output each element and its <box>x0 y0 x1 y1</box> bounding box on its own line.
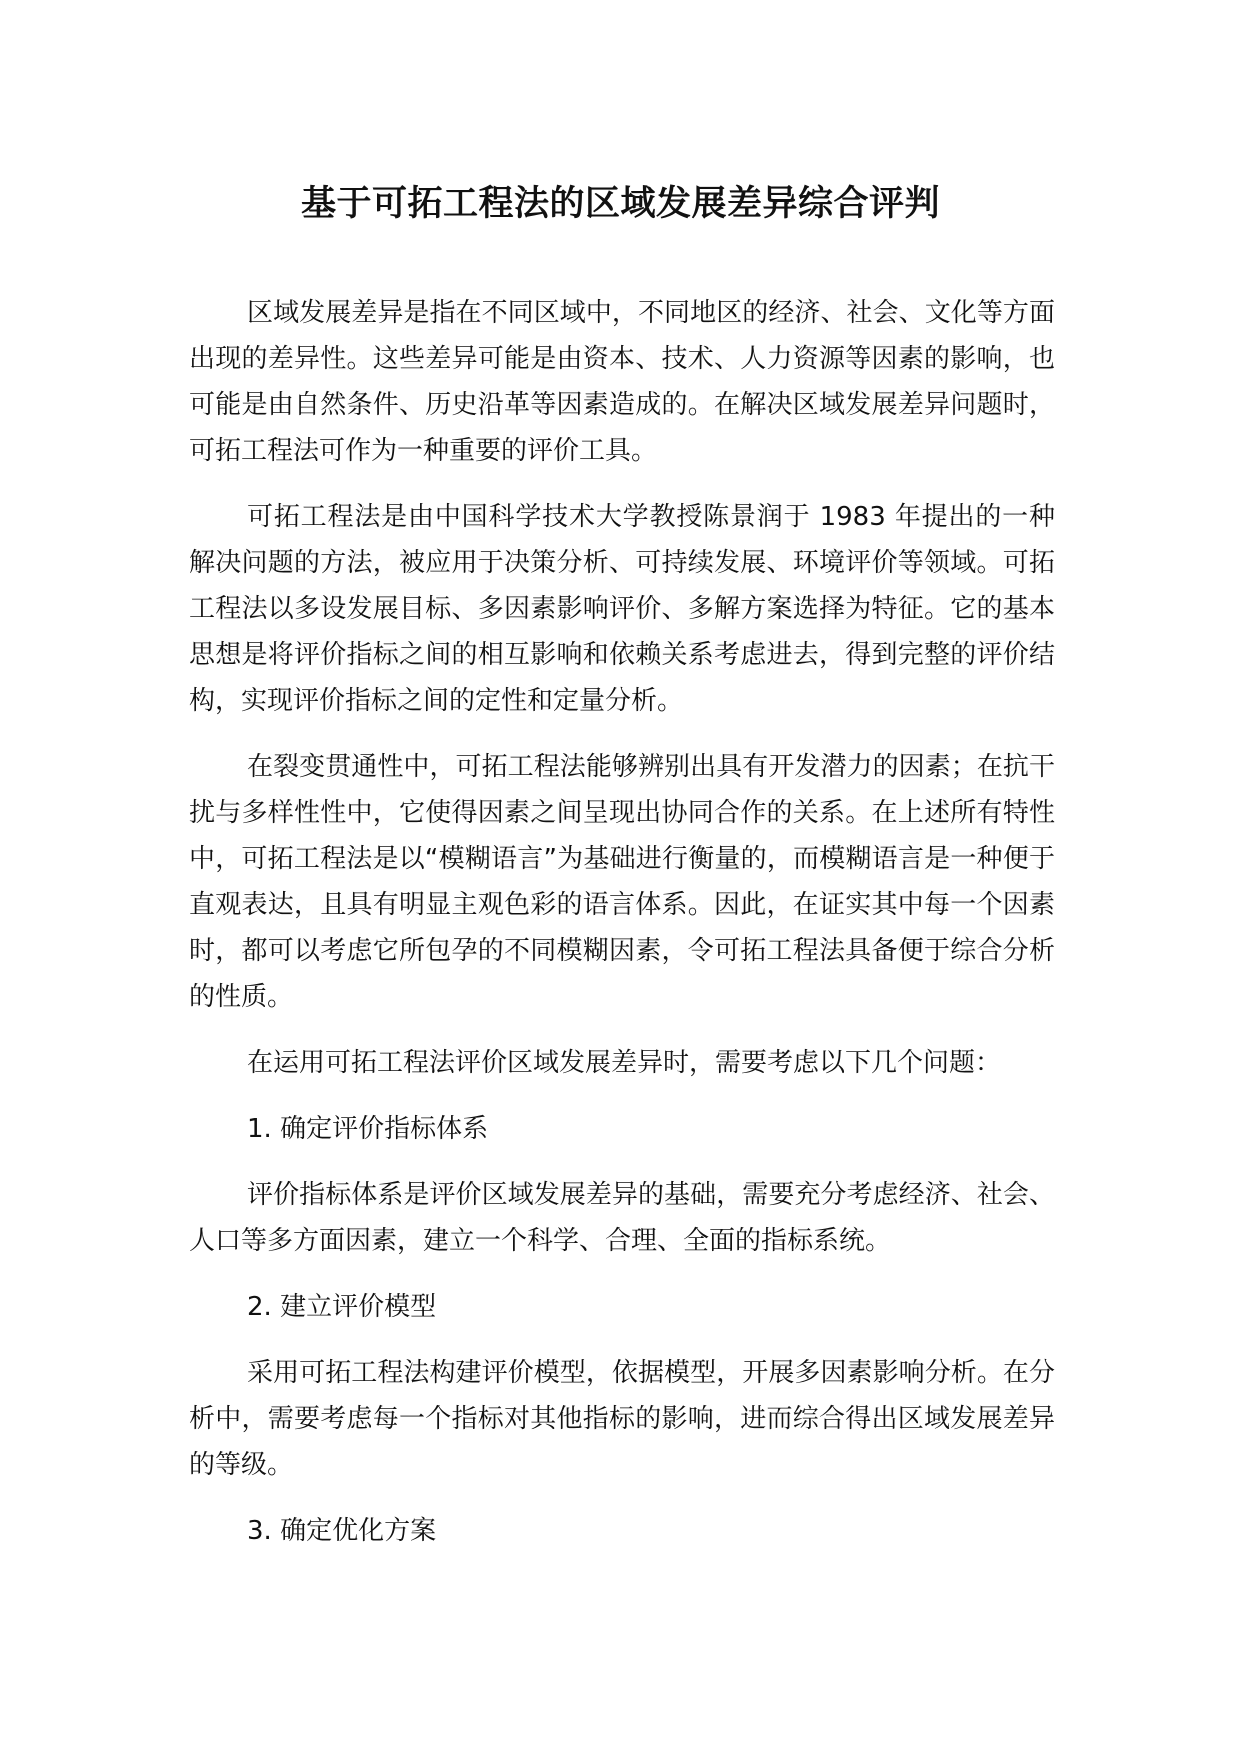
paragraph-model: 采用可拓工程法构建评价模型，依据模型，开展多因素影响分析。在分析中，需要考虑每一个指标对其他指标的影响，进而综合得出区域发展差异的等级。 <box>189 1358 1055 1480</box>
paragraph-questions-lead: 在运用可拓工程法评价区域发展差异时，需要考虑以下几个问题： <box>247 1048 1002 1078</box>
paragraph-intro: 区域发展差异是指在不同区域中，不同地区的经济、社会、文化等方面出现的差异性。这些差异可能是由资本、技术、人力资源等因素的影响，也可能是由自然条件、历史沿革等因素造成的。在解决区域发展差异问题时，可拓工程法可作为一种重要的评价工具。 <box>189 298 1055 466</box>
section-heading-2: 2. 建立评价模型 <box>247 1292 437 1322</box>
paragraph-characteristics: 在裂变贯通性中，可拓工程法能够辨别出具有开发潜力的因素；在抗干扰与多样性性中，它使得因素之间呈现出协同合作的关系。在上述所有特性中，可拓工程法是以“模糊语言”为基础进行衡量的，而模糊语言是一种便于直观表达，且具有明显主观色彩的语言体系。因此，在证实其中每一个因素时，都可以考虑它所包孕的不同模糊因素，令可拓工程法具备便于综合分析的性质。 <box>189 752 1055 1012</box>
document-title: 基于可拓工程法的区域发展差异综合评判 <box>300 184 940 224</box>
paragraph-indicator-system: 评价指标体系是评价区域发展差异的基础，需要充分考虑经济、社会、人口等多方面因素，建立一个科学、合理、全面的指标系统。 <box>189 1180 1055 1256</box>
section-heading-3: 3. 确定优化方案 <box>247 1516 437 1546</box>
section-heading-1: 1. 确定评价指标体系 <box>247 1114 489 1144</box>
document-body <box>189 290 1055 1574</box>
paragraph-method: 可拓工程法是由中国科学技术大学教授陈景润于 1983 年提出的一种解决问题的方法，被应用于决策分析、可持续发展、环境评价等领域。可拓工程法以多设发展目标、多因素影响评价、多解方案选择为特征。它的基本思想是将评价指标之间的相互影响和依赖关系考虑进去，得到完整的评价结构，实现评价指标之间的定性和定量分析。 <box>189 502 1055 716</box>
